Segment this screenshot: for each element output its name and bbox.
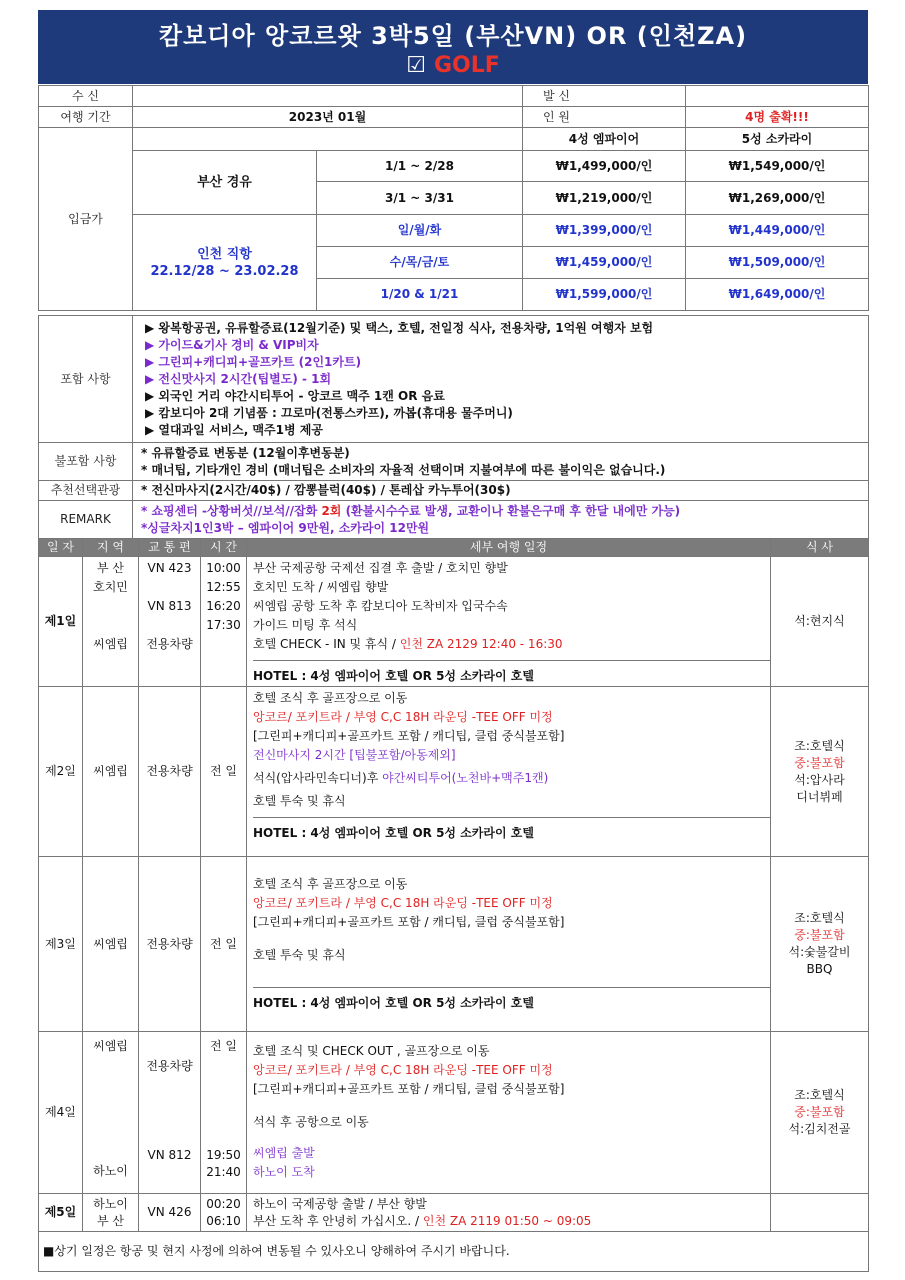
day2-label: 제2일 bbox=[39, 687, 83, 857]
optional-text: * 전신마사지(2시간/40$) / 깜뽕블럭(40$) / 톤레삽 카누투어(30$) bbox=[133, 481, 869, 501]
day2-region: 씨엠립 bbox=[83, 687, 139, 857]
day3-label: 제3일 bbox=[39, 857, 83, 1032]
day2-detail: 호텔 조식 후 골프장으로 이동 앙코르/ 포키트라 / 부영 C,C 18H 라운딩 -TEE OFF 미정 [그린피+캐디피+골프카트 포함 / 캐디팁, 클럽 중식불포함] 전신마사지 2시간 [팁불포함/아동제외] 석식(압사라민속디너)후 야간씨티투어(노천바+맥주1캔) 호텔 투숙 및 휴식 HOTEL : 4성 엠파이어 호텔 OR 5성 소카라이 호텔 bbox=[247, 687, 771, 857]
pax-label: 인 원 bbox=[523, 107, 686, 128]
day3-transport: 전용차량 bbox=[139, 857, 201, 1032]
day3-detail: 호텔 조식 후 골프장으로 이동 앙코르/ 포키트라 / 부영 C,C 18H 라운딩 -TEE OFF 미정 [그린피+캐디피+골프카트 포함 / 캐디팁, 클럽 중식불포함] 호텔 투숙 및 휴식 HOTEL : 4성 엠파이어 호텔 OR 5성 소카라이 호텔 bbox=[247, 857, 771, 1032]
include-item: ▶ 전신맛사지 2시간(팁별도) - 1회 bbox=[145, 371, 332, 386]
day3-region: 씨엠립 bbox=[83, 857, 139, 1032]
day4-detail: 호텔 조식 및 CHECK OUT , 골프장으로 이동 앙코르/ 포키트라 / 부영 C,C 18H 라운딩 -TEE OFF 미정 [그린피+캐디피+골프카트 포함 / 캐디팁, 클럽 중식불포함] 석식 후 공항으로 이동 씨엠립 출발 하노이 도착 bbox=[247, 1032, 771, 1194]
day4-time: 전 일 19:50 21:40 bbox=[201, 1032, 247, 1194]
exclude-label: 불포함 사항 bbox=[39, 443, 133, 481]
price-4star-1: ₩1,499,000/인 bbox=[523, 151, 686, 182]
price-4star-2: ₩1,219,000/인 bbox=[523, 182, 686, 215]
day5-label: 제5일 bbox=[39, 1194, 83, 1232]
include-list bbox=[133, 316, 869, 443]
title-banner bbox=[38, 10, 868, 84]
day1-hotel: HOTEL : 4성 엠파이어 호텔 OR 5성 소카라이 호텔 bbox=[253, 660, 770, 686]
include-item: ▶ 외국인 거리 야간시티투어 - 앙코르 맥주 1캔 OR 음료 bbox=[145, 388, 445, 403]
price-label: 입금가 bbox=[39, 128, 133, 311]
day1-region: 부 산 호치민 씨엠립 bbox=[83, 557, 139, 687]
day5-meal bbox=[771, 1194, 869, 1232]
incheon-cell bbox=[133, 215, 317, 311]
include-item: ▶ 열대과일 서비스, 맥주1병 제공 bbox=[145, 422, 323, 437]
golf-label: GOLF bbox=[433, 53, 500, 78]
day4-label: 제4일 bbox=[39, 1032, 83, 1194]
period-label: 여행 기간 bbox=[39, 107, 133, 128]
day3-time: 전 일 bbox=[201, 857, 247, 1032]
conditions-table bbox=[38, 315, 869, 539]
col-time: 시 간 bbox=[201, 539, 247, 557]
day3-meal: 조:호텔식 중:불포함 석:숯불갈비 BBQ bbox=[771, 857, 869, 1032]
include-item: ▶ 캄보디아 2대 기념품 : 끄로마(전통스카프), 까봅(휴대용 물주머니) bbox=[145, 405, 513, 420]
price-period-4: 수/목/금/토 bbox=[317, 247, 523, 279]
day5-region: 하노이 부 산 bbox=[83, 1194, 139, 1232]
to-value bbox=[133, 86, 523, 107]
exclude-item: * 매너팁, 기타개인 경비 (매너팁은 소비자의 자율적 선택이며 지불여부에 따른 불이익은 없습니다.) bbox=[141, 462, 666, 477]
price-5star-3: ₩1,449,000/인 bbox=[686, 215, 869, 247]
to-label: 수 신 bbox=[39, 86, 133, 107]
day5-detail: 하노이 국제공항 출발 / 부산 향발 부산 도착 후 안녕히 가십시오. / 인천 ZA 2119 01:50 ~ 09:05 bbox=[247, 1194, 771, 1232]
period-value: 2023년 01월 bbox=[133, 107, 523, 128]
price-5star-1: ₩1,549,000/인 bbox=[686, 151, 869, 182]
day5-time: 00:20 06:10 bbox=[201, 1194, 247, 1232]
incheon-label: 인천 직항 bbox=[197, 246, 252, 262]
remark-text bbox=[133, 501, 869, 539]
from-value bbox=[686, 86, 869, 107]
include-item: ▶ 그린피+캐디피+골프카트 (2인1카트) bbox=[145, 354, 362, 369]
day1-time: 10:00 12:55 16:20 17:30 bbox=[201, 557, 247, 687]
price-blank bbox=[133, 128, 523, 151]
page-title: 캄보디아 앙코르왓 3박5일 (부산VN) OR (인천ZA) bbox=[158, 22, 748, 50]
remark-label: REMARK bbox=[39, 501, 133, 539]
itinerary-table bbox=[38, 538, 869, 1272]
day2-hotel: HOTEL : 4성 엠파이어 호텔 OR 5성 소카라이 호텔 bbox=[253, 817, 770, 843]
include-item: ▶ 왕복항공권, 유류할증료(12월기준) 및 택스, 호텔, 전일정 식사, 전용차량, 1억원 여행자 보험 bbox=[145, 320, 654, 335]
price-period-5: 1/20 & 1/21 bbox=[317, 279, 523, 311]
remark-shopping: * 쇼핑센터 -상황버섯//보석//잡화 bbox=[141, 503, 322, 518]
price-5star-5: ₩1,649,000/인 bbox=[686, 279, 869, 311]
exclude-list bbox=[133, 443, 869, 481]
incheon-dates: 22.12/28 ~ 23.02.28 bbox=[150, 263, 299, 279]
day1-transport: VN 423 VN 813 전용차량 bbox=[139, 557, 201, 687]
price-5star-4: ₩1,509,000/인 bbox=[686, 247, 869, 279]
price-4star-4: ₩1,459,000/인 bbox=[523, 247, 686, 279]
remark-shopping-count: 2회 bbox=[321, 503, 342, 518]
remark-refund: (환불시수수료 발생, 교환이나 환불은구매 후 한달 내에만 가능) bbox=[341, 503, 681, 518]
busan-label: 부산 경유 bbox=[133, 151, 317, 215]
from-label: 발 신 bbox=[523, 86, 686, 107]
day3-hotel: HOTEL : 4성 엠파이어 호텔 OR 5성 소카라이 호텔 bbox=[253, 987, 770, 1013]
footer-note: ■상기 일정은 항공 및 현지 사정에 의하여 변동될 수 있사오니 양해하여 주시기 바랍니다. bbox=[39, 1232, 869, 1272]
exclude-item: * 유류할증료 변동분 (12월이후변동분) bbox=[141, 445, 350, 460]
col-meal: 식 사 bbox=[771, 539, 869, 557]
price-period-2: 3/1 ~ 3/31 bbox=[317, 182, 523, 215]
day2-time: 전 일 bbox=[201, 687, 247, 857]
price-col-5star: 5성 소카라이 bbox=[686, 128, 869, 151]
price-4star-3: ₩1,399,000/인 bbox=[523, 215, 686, 247]
day5-transport: VN 426 bbox=[139, 1194, 201, 1232]
checkbox-icon: ☑ bbox=[406, 53, 426, 78]
include-item: ▶ 가이드&기사 경비 & VIP비자 bbox=[145, 337, 319, 352]
col-day: 일 자 bbox=[39, 539, 83, 557]
price-period-1: 1/1 ~ 2/28 bbox=[317, 151, 523, 182]
price-4star-5: ₩1,599,000/인 bbox=[523, 279, 686, 311]
day4-region: 씨엠립 하노이 bbox=[83, 1032, 139, 1194]
info-price-table bbox=[38, 85, 869, 311]
price-period-3: 일/월/화 bbox=[317, 215, 523, 247]
col-transport: 교 통 편 bbox=[139, 539, 201, 557]
day1-meal: 석:현지식 bbox=[771, 557, 869, 687]
col-detail: 세부 여행 일정 bbox=[247, 539, 771, 557]
day4-transport: 전용차량 VN 812 bbox=[139, 1032, 201, 1194]
price-col-4star: 4성 엠파이어 bbox=[523, 128, 686, 151]
day4-meal: 조:호텔식 중:불포함 석:김치전골 bbox=[771, 1032, 869, 1194]
optional-label: 추천선택관광 bbox=[39, 481, 133, 501]
remark-single: *싱글차지1인3박 – 엠파이어 9만원, 소카라이 12만원 bbox=[141, 520, 430, 535]
day2-meal: 조:호텔식 중:불포함 석:압사라 디너뷔페 bbox=[771, 687, 869, 857]
day2-transport: 전용차량 bbox=[139, 687, 201, 857]
day1-label: 제1일 bbox=[39, 557, 83, 687]
subtitle bbox=[38, 53, 868, 78]
day1-detail: 부산 국제공항 국제선 집결 후 출발 / 호치민 향발 호치민 도착 / 씨엠립 향발 씨엠립 공항 도착 후 캄보디아 도착비자 입국수속 가이드 미팅 후 석식 호텔 CHECK - IN 및 휴식 / 인천 ZA 2129 12:40 - 16:30 HOTEL : 4성 엠파이어 호텔 OR 5성 소카라이 호텔 bbox=[247, 557, 771, 687]
col-region: 지 역 bbox=[83, 539, 139, 557]
include-label: 포함 사항 bbox=[39, 316, 133, 443]
pax-value: 4명 출확!!! bbox=[686, 107, 869, 128]
price-5star-2: ₩1,269,000/인 bbox=[686, 182, 869, 215]
